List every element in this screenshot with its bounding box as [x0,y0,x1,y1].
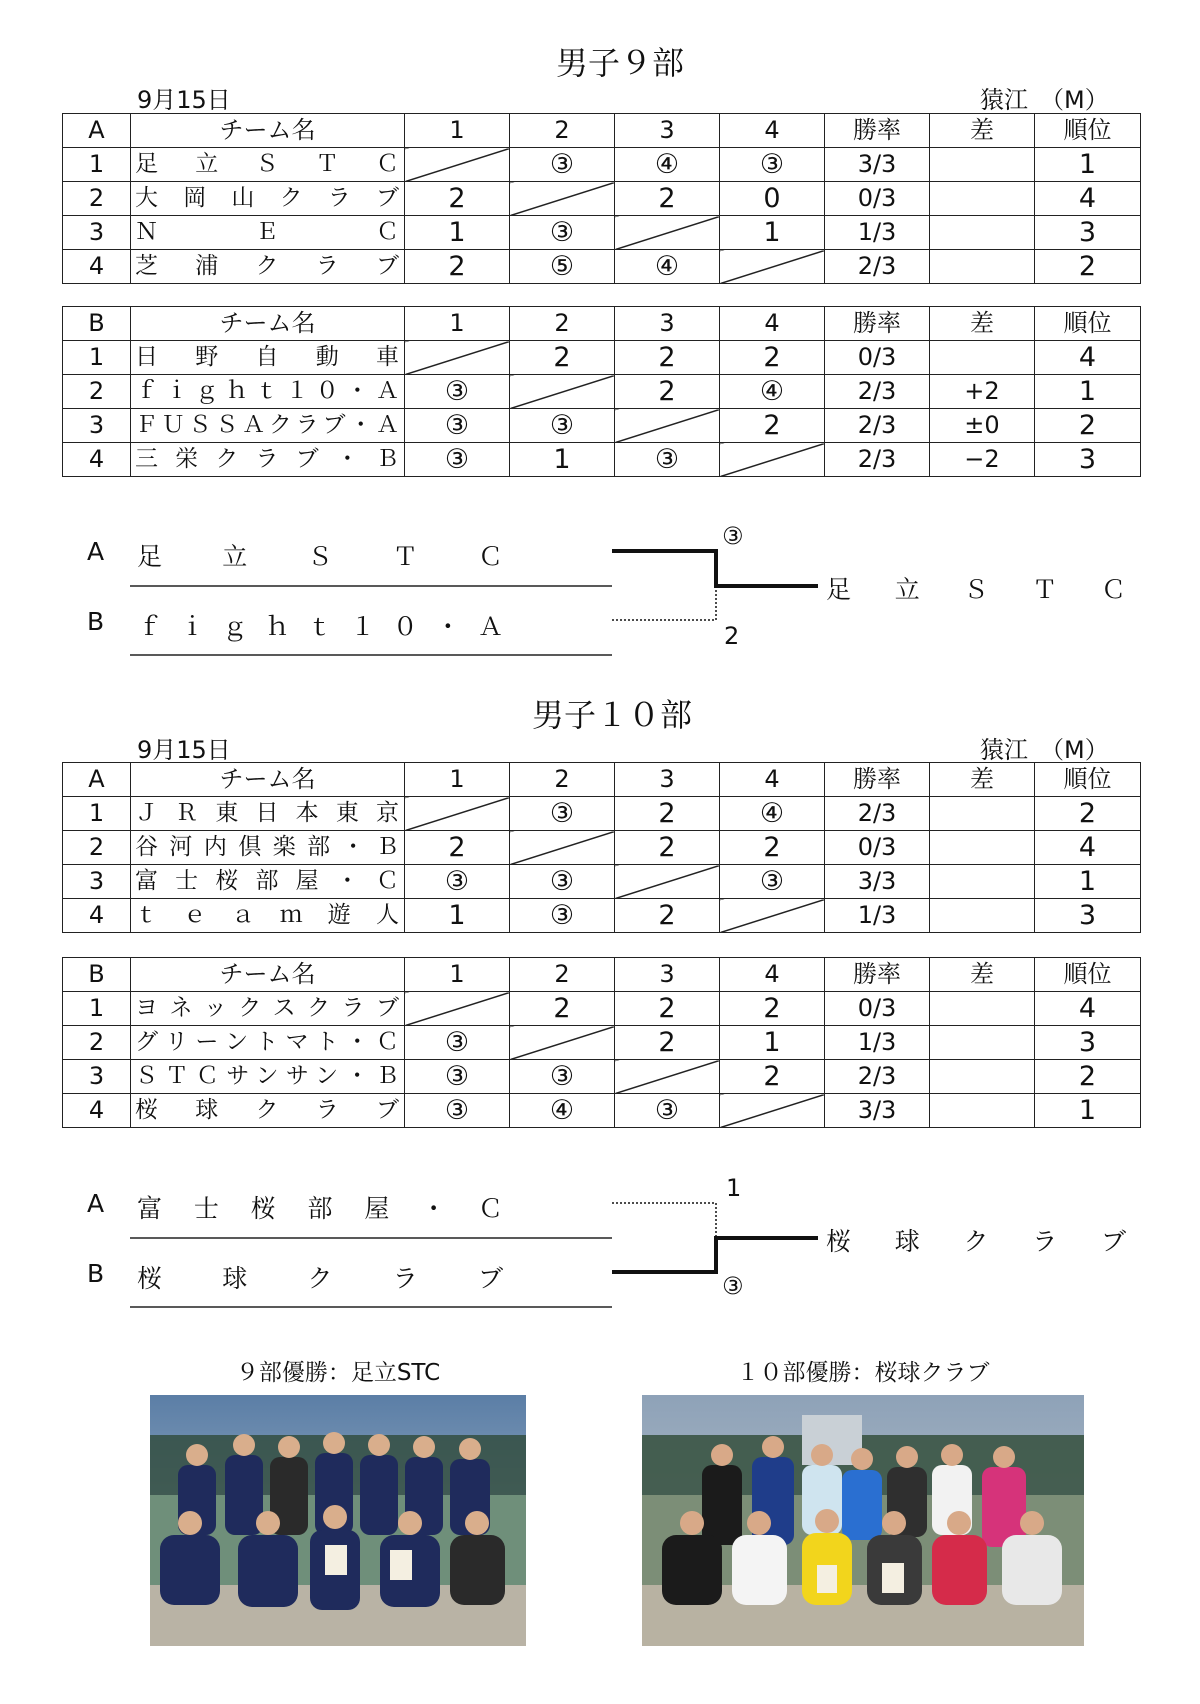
score-cell: 2 [720,1060,825,1094]
score-cell: ③ [720,865,825,899]
score-cell: ③ [615,1094,720,1128]
header-3: 3 [615,114,720,148]
rank: 1 [1035,148,1141,182]
rank: 2 [1035,1060,1141,1094]
team-name: 芝浦クラブ [131,250,405,284]
final-bracket [0,1100,1200,1330]
final-b-label: B [87,607,105,636]
score-cell: 2 [720,409,825,443]
self-cell [510,1026,615,1060]
score-cell: ④ [615,250,720,284]
team-name: ＪＲ東日本東京 [131,797,405,831]
team-name: ヨネックスクラブ [131,992,405,1026]
self-cell [405,992,510,1026]
table-row [63,865,1141,899]
score-cell: ③ [405,443,510,477]
header-rate: 勝率 [825,307,930,341]
win-rate: 1/3 [825,216,930,250]
score-cell: ④ [510,1094,615,1128]
score-cell: ④ [720,375,825,409]
header-diff: 差 [930,114,1035,148]
photo-caption: １０部優勝：桜球クラブ [736,1360,990,1386]
header-4: 4 [720,763,825,797]
score-cell: ③ [615,443,720,477]
score-cell: ③ [405,1026,510,1060]
win-rate: 1/3 [825,1026,930,1060]
header-3: 3 [615,958,720,992]
diff [930,797,1035,831]
team-no: 4 [63,250,131,284]
header-rate: 勝率 [825,958,930,992]
score-cell: ③ [510,409,615,443]
final-a-name: 足立ＳＴＣ [137,542,503,571]
score-cell: ③ [405,409,510,443]
team-no: 3 [63,865,131,899]
final-b-label: B [87,1259,105,1288]
header-1: 1 [405,958,510,992]
header-3: 3 [615,763,720,797]
final-b-score: 2 [724,622,740,650]
rank: 1 [1035,1094,1141,1128]
score-cell: ③ [405,1060,510,1094]
rank: 4 [1035,831,1141,865]
rank: 4 [1035,182,1141,216]
rank: 2 [1035,797,1141,831]
score-cell: 2 [615,831,720,865]
header-diff: 差 [930,958,1035,992]
rank: 1 [1035,375,1141,409]
table-row [63,1060,1141,1094]
group-label: A [63,114,131,148]
header-4: 4 [720,958,825,992]
group-label: B [63,307,131,341]
team-no: 2 [63,375,131,409]
header-2: 2 [510,307,615,341]
team-name: 富士桜部屋・Ｃ [131,865,405,899]
group-label: B [63,958,131,992]
table-header-row [63,763,1141,797]
team-photo-icon [150,1395,526,1646]
header-2: 2 [510,958,615,992]
win-rate: 2/3 [825,250,930,284]
team-name: 日野自動車 [131,341,405,375]
division-title: 男子１０部 [531,696,692,734]
header-rank: 順位 [1035,763,1141,797]
rank: 3 [1035,1026,1141,1060]
score-cell: 2 [720,831,825,865]
diff [930,831,1035,865]
win-rate: 1/3 [825,899,930,933]
team-name: 谷河内倶楽部・Ｂ [131,831,405,865]
header-diff: 差 [930,763,1035,797]
header-1: 1 [405,307,510,341]
score-cell: 2 [405,182,510,216]
team-no: 4 [63,443,131,477]
match-date: 9月15日 [137,86,231,114]
team-photo-icon [642,1395,1084,1646]
self-cell [615,865,720,899]
score-cell: 2 [615,1026,720,1060]
win-rate: 2/3 [825,409,930,443]
score-cell: 2 [405,831,510,865]
header-team: チーム名 [131,958,405,992]
team-no: 2 [63,182,131,216]
team-no: 1 [63,992,131,1026]
win-rate: 0/3 [825,992,930,1026]
score-cell: ③ [510,797,615,831]
self-cell [615,1060,720,1094]
table-header-row [63,958,1141,992]
score-cell: ③ [405,865,510,899]
score-cell: 2 [720,341,825,375]
team-name: 足立ＳＴＣ [131,148,405,182]
diff [930,899,1035,933]
division-title: 男子９部 [555,44,684,82]
score-cell: 2 [615,182,720,216]
table-row [63,797,1141,831]
group-label: A [63,763,131,797]
final-b-score: ③ [722,1272,744,1300]
team-no: 4 [63,1094,131,1128]
team-name: 桜球クラブ [131,1094,405,1128]
header-1: 1 [405,114,510,148]
table-row [63,831,1141,865]
score-cell: 2 [615,341,720,375]
team-name: ＮＥＣ [131,216,405,250]
self-cell [510,831,615,865]
final-winner: 足立ＳＴＣ [826,575,1126,604]
header-1: 1 [405,763,510,797]
header-rank: 順位 [1035,114,1141,148]
rank: 4 [1035,341,1141,375]
team-no: 1 [63,341,131,375]
final-b-name: ｆｉｇｈｔ１０・Ａ [137,612,503,641]
score-cell: 0 [720,182,825,216]
header-rate: 勝率 [825,114,930,148]
score-cell: 1 [720,1026,825,1060]
team-no: 1 [63,148,131,182]
score-cell: 2 [405,250,510,284]
score-cell: 2 [615,992,720,1026]
team-no: 4 [63,899,131,933]
diff: −2 [930,443,1035,477]
score-cell: ③ [510,216,615,250]
final-a-score: ③ [722,522,744,550]
rank: 2 [1035,250,1141,284]
table-row [63,899,1141,933]
team-name: ＳＴＣサンサン・Ｂ [131,1060,405,1094]
score-cell: ③ [405,375,510,409]
team-name: ＦＵＳＳＡクラブ・Ａ [131,409,405,443]
score-cell: ④ [615,148,720,182]
rank: 2 [1035,409,1141,443]
header-diff: 差 [930,307,1035,341]
score-cell: ③ [510,148,615,182]
header-rate: 勝率 [825,763,930,797]
score-cell: 1 [405,899,510,933]
rank: 3 [1035,899,1141,933]
win-rate: 2/3 [825,375,930,409]
score-cell: ③ [510,1060,615,1094]
match-date: 9月15日 [137,736,231,764]
header-team: チーム名 [131,763,405,797]
score-cell: 2 [510,992,615,1026]
rank: 4 [1035,992,1141,1026]
score-cell: 2 [615,797,720,831]
header-2: 2 [510,763,615,797]
rank: 3 [1035,443,1141,477]
score-cell: ⑤ [510,250,615,284]
diff [930,1060,1035,1094]
diff [930,1026,1035,1060]
win-rate: 0/3 [825,831,930,865]
diff [930,865,1035,899]
table-row [63,992,1141,1026]
header-3: 3 [615,307,720,341]
final-b-name: 桜球クラブ [137,1264,503,1293]
photo-caption: ９部優勝：足立STC [235,1360,441,1386]
win-rate: 3/3 [825,148,930,182]
team-name: 大岡山クラブ [131,182,405,216]
score-cell: ③ [405,1094,510,1128]
score-cell: 1 [405,216,510,250]
header-team: チーム名 [131,307,405,341]
team-no: 3 [63,1060,131,1094]
self-cell [405,797,510,831]
final-a-name: 富士桜部屋・Ｃ [137,1194,503,1223]
table-row [63,1026,1141,1060]
team-name: グリーントマト・Ｃ [131,1026,405,1060]
score-cell: ③ [510,899,615,933]
score-cell: 2 [720,992,825,1026]
win-rate: 0/3 [825,341,930,375]
team-name: 三栄クラブ・Ｂ [131,443,405,477]
score-cell: ③ [720,148,825,182]
win-rate: 2/3 [825,1060,930,1094]
header-rank: 順位 [1035,307,1141,341]
final-winner: 桜球クラブ [826,1227,1126,1256]
team-name: ｔｅａｍ遊人 [131,899,405,933]
team-no: 2 [63,1026,131,1060]
diff: +2 [930,375,1035,409]
win-rate: 2/3 [825,797,930,831]
rank: 3 [1035,216,1141,250]
team-no: 2 [63,831,131,865]
win-rate: 2/3 [825,443,930,477]
win-rate: 3/3 [825,1094,930,1128]
venue: 猿江 （M） [980,86,1109,114]
header-team: チーム名 [131,114,405,148]
final-a-label: A [87,537,105,566]
team-no: 3 [63,216,131,250]
score-cell: 1 [720,216,825,250]
self-cell [720,899,825,933]
final-a-label: A [87,1189,105,1218]
venue: 猿江 （M） [980,736,1109,764]
team-name: ｆｉｇｈｔ１０・Ａ [131,375,405,409]
team-no: 1 [63,797,131,831]
team-no: 3 [63,409,131,443]
score-cell: 2 [510,341,615,375]
score-cell: 2 [615,899,720,933]
score-cell: 2 [615,375,720,409]
header-4: 4 [720,307,825,341]
score-cell: ④ [720,797,825,831]
header-4: 4 [720,114,825,148]
league-table [62,762,1141,933]
diff: ±0 [930,409,1035,443]
win-rate: 0/3 [825,182,930,216]
rank: 1 [1035,865,1141,899]
header-rank: 順位 [1035,958,1141,992]
win-rate: 3/3 [825,865,930,899]
score-cell: ③ [510,865,615,899]
header-2: 2 [510,114,615,148]
diff [930,992,1035,1026]
score-cell: 1 [510,443,615,477]
final-a-score: 1 [726,1174,742,1202]
